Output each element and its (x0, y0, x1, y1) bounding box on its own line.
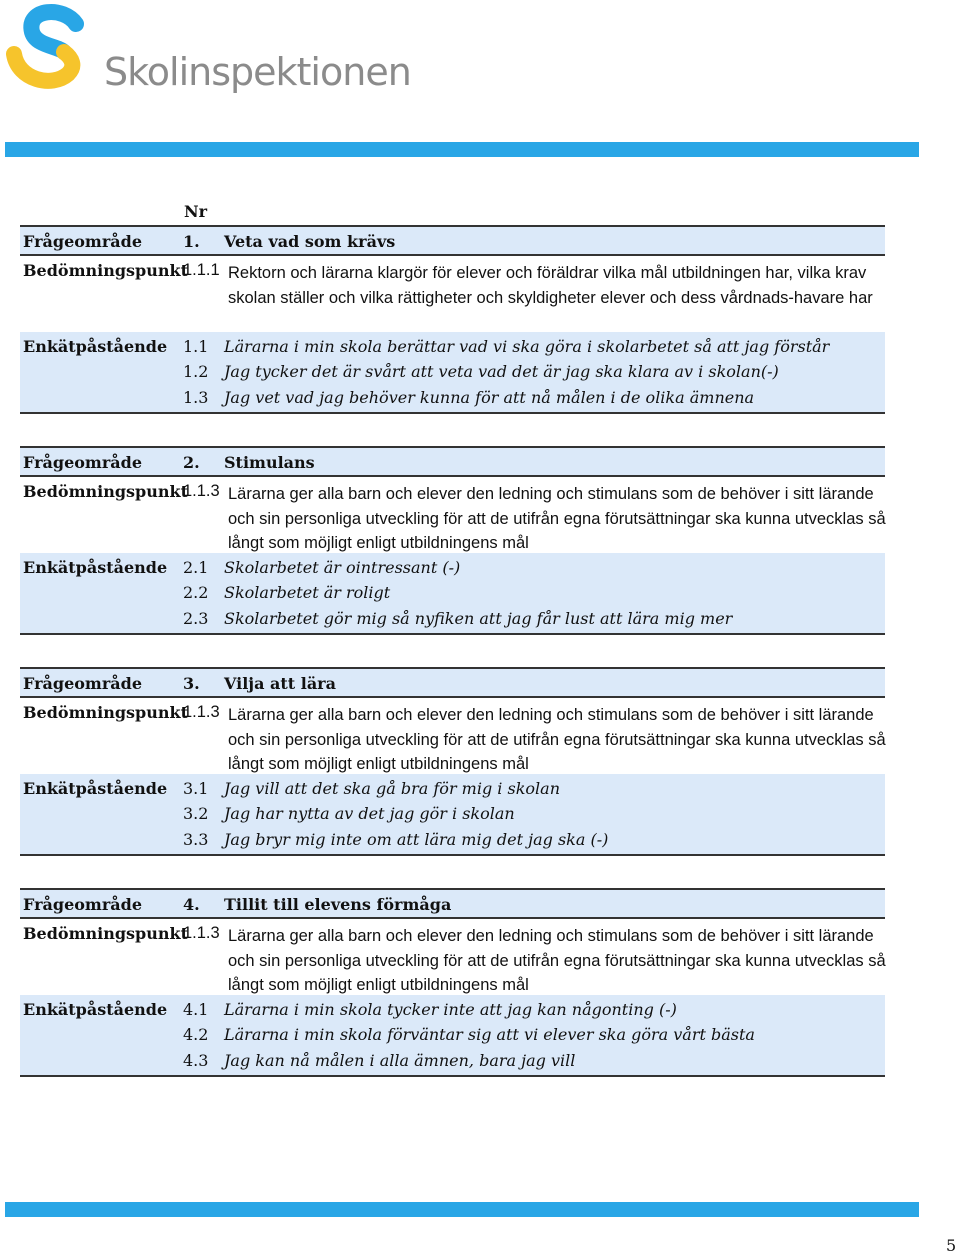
statement-text: Lärarna i min skola tycker inte att jag kan någonting (-) (224, 1000, 677, 1019)
statement-number: 1.1 (183, 337, 209, 356)
enkatpastaende-row (20, 774, 885, 856)
fragomrade-label: Frågeområde (23, 232, 143, 251)
statement-text: Jag vill att det ska gå bra för mig i skolan (224, 779, 560, 798)
fragomrade-label: Frågeområde (23, 453, 143, 472)
statement-item (183, 609, 883, 635)
bedomningspunkt-number: 1.1.3 (183, 924, 220, 942)
fragomrade-title: Tillit till elevens förmåga (224, 895, 452, 914)
statement-text: Jag bryr mig inte om att lära mig det jag ska (-) (224, 830, 609, 849)
bedomningspunkt-label: Bedömningspunkt (23, 703, 188, 722)
statement-number: 2.1 (183, 558, 209, 577)
statement-number: 3.2 (183, 804, 209, 823)
fragomrade-title: Veta vad som krävs (224, 232, 396, 251)
statement-number: 4.1 (183, 1000, 209, 1019)
statement-number: 4.2 (183, 1025, 209, 1044)
statement-item (183, 830, 883, 856)
bedomningspunkt-label: Bedömningspunkt (23, 261, 188, 280)
statement-text: Skolarbetet gör mig så nyfiken att jag får lust att lära mig mer (224, 609, 733, 628)
statement-item (183, 337, 883, 363)
statement-number: 1.2 (183, 362, 209, 381)
statement-number: 3.1 (183, 779, 209, 798)
statement-item (183, 1000, 883, 1026)
section-1 (20, 225, 885, 414)
statement-item (183, 804, 883, 830)
bedomningspunkt-number: 1.1.1 (183, 261, 220, 279)
fragomrade-row (20, 667, 885, 698)
section-3 (20, 667, 885, 856)
bedomningspunkt-text: Lärarna ger alla barn och elever den ledning och stimulans som de behöver i sitt lärande och sin personliga utveckling för att de utifrån egna förutsättningar ska kunna utvecklas så långt som möjligt enligt utbildningens mål (228, 706, 886, 773)
fragomrade-title: Stimulans (224, 453, 315, 472)
statement-number: 2.2 (183, 583, 209, 602)
fragomrade-title: Vilja att lära (224, 674, 336, 693)
bedomningspunkt-text: Lärarna ger alla barn och elever den ledning och stimulans som de behöver i sitt lärande och sin personliga utveckling för att de utifrån egna förutsättningar ska kunna utvecklas så långt som möjligt enligt utbildningens mål (228, 485, 886, 552)
fragomrade-label: Frågeområde (23, 895, 143, 914)
bedomningspunkt-label: Bedömningspunkt (23, 482, 188, 501)
bedomningspunkt-row (20, 256, 885, 332)
statement-number: 1.3 (183, 388, 209, 407)
statement-item (183, 558, 883, 584)
bedomningspunkt-number: 1.1.3 (183, 482, 220, 500)
bedomningspunkt-text: Lärarna ger alla barn och elever den ledning och stimulans som de behöver i sitt lärande och sin personliga utveckling för att de utifrån egna förutsättningar ska kunna utvecklas så långt som möjligt enligt utbildningens mål (228, 927, 886, 994)
fragomrade-row (20, 446, 885, 477)
enkatpastaende-label: Enkätpåstående (23, 337, 168, 356)
statement-item (183, 779, 883, 805)
fragomrade-number: 3. (183, 674, 200, 693)
fragomrade-row (20, 225, 885, 256)
statement-text: Jag vet vad jag behöver kunna för att nå målen i de olika ämnena (224, 388, 755, 407)
page-number: 5 (946, 1236, 957, 1253)
enkatpastaende-row (20, 553, 885, 635)
fragomrade-number: 4. (183, 895, 200, 914)
bedomningspunkt-text: Rektorn och lärarna klargör för elever och föräldrar vilka mål utbildningen har, vilka krav skolan ställer och vilka rättigheter och skyldigheter elever och dess vårdnads-havare har (228, 264, 873, 307)
nr-column-header: Nr (184, 202, 208, 221)
enkatpastaende-label: Enkätpåstående (23, 779, 168, 798)
statement-item (183, 388, 883, 414)
bedomningspunkt-label: Bedömningspunkt (23, 924, 188, 943)
header-band (5, 142, 919, 157)
statement-text: Jag har nytta av det jag gör i skolan (224, 804, 515, 823)
statement-item (183, 1051, 883, 1077)
fragomrade-number: 1. (183, 232, 200, 251)
enkatpastaende-label: Enkätpåstående (23, 558, 168, 577)
logo-wordmark: Skolinspektionen (104, 50, 411, 94)
statement-number: 2.3 (183, 609, 209, 628)
statement-number: 3.3 (183, 830, 209, 849)
statement-text: Lärarna i min skola berättar vad vi ska göra i skolarbetet så att jag förstår (224, 337, 830, 356)
skolinspektionen-logo (6, 2, 411, 102)
statement-text: Jag tycker det är svårt att veta vad det är jag ska klara av i skolan(-) (224, 362, 779, 381)
section-2 (20, 446, 885, 635)
statement-item (183, 362, 883, 388)
enkatpastaende-row (20, 332, 885, 414)
bedomningspunkt-row (20, 477, 885, 553)
bedomningspunkt-row (20, 698, 885, 774)
bedomningspunkt-number: 1.1.3 (183, 703, 220, 721)
enkatpastaende-row (20, 995, 885, 1077)
section-4 (20, 888, 885, 1077)
statement-text: Skolarbetet är ointressant (-) (224, 558, 461, 577)
fragomrade-row (20, 888, 885, 919)
fragomrade-label: Frågeområde (23, 674, 143, 693)
enkatpastaende-label: Enkätpåstående (23, 1000, 168, 1019)
footer-band (5, 1202, 919, 1217)
bedomningspunkt-row (20, 919, 885, 995)
statement-item (183, 1025, 883, 1051)
fragomrade-number: 2. (183, 453, 200, 472)
statement-text: Lärarna i min skola förväntar sig att vi elever ska göra vårt bästa (224, 1025, 755, 1044)
statement-item (183, 583, 883, 609)
statement-text: Skolarbetet är roligt (224, 583, 391, 602)
statement-text: Jag kan nå målen i alla ämnen, bara jag vill (224, 1051, 576, 1070)
statement-number: 4.3 (183, 1051, 209, 1070)
